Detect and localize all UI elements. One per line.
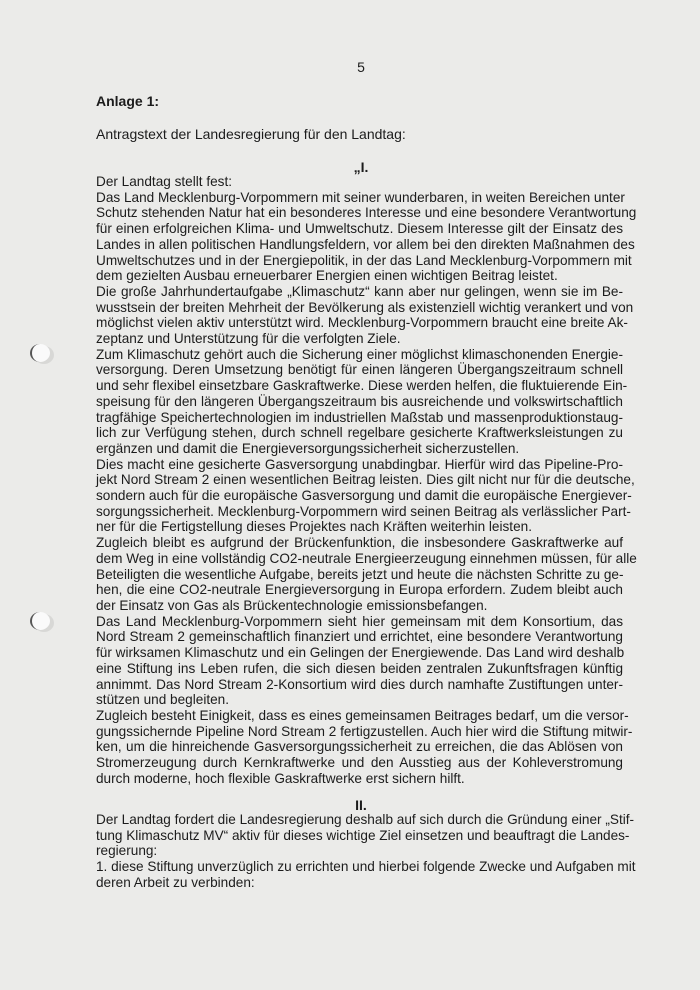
text-line: und sehr flexibel einsetzbare Gaskraftwerke. Diese werden helfen, die fluktuierende Ein- [96, 378, 628, 394]
text-line: dem gezielten Ausbau erneuerbarer Energien einen wichtigen Beitrag leistet. [96, 268, 558, 284]
text-line: für wirksamen Klimaschutz und ein Gelingen der Energiewende. Das Land wird deshalb [96, 645, 625, 661]
text-line: tung Klimaschutz MV“ aktiv für dieses wichtige Ziel einsetzen und beauftragt die Landes- [96, 827, 630, 843]
text-line: hen, die eine CO2-neutrale Energieversorgung in Europa erfordern. Zudem bleibt auch [96, 582, 623, 598]
text-line: regierung: [96, 843, 158, 859]
text-line: möglichst vielen aktiv unterstützt wird. Mecklenburg-Vorpommern braucht eine breite Ak- [96, 315, 628, 331]
text-line: Landes in allen politischen Handlungsfeldern, vor allem bei den direkten Maßnahmen des [96, 236, 635, 252]
text-line: lich zur Verfügung stehen, durch schnell regelbare gesicherte Kraftwerksleistungen zu [96, 425, 623, 441]
paragraph-6 [96, 614, 623, 708]
text-line: sondern auch für die europäische Gasversorgung und damit die europäische Energiever- [96, 488, 632, 504]
punch-hole-mark [30, 344, 50, 362]
paragraph-7 [96, 707, 633, 787]
paragraph-4 [96, 456, 635, 536]
text-line: dem Weg in eine vollständig CO2-neutrale Energieerzeugung einnehmen müssen, für alle [96, 550, 637, 566]
paragraph-1 [96, 189, 637, 284]
text-line: annimmt. Das Nord Stream 2-Konsortium wird dies durch namhafte Zustiftungen unter- [96, 676, 623, 692]
text-line: Umweltschutzes und in der Energiepolitik, in der das Land Mecklenburg-Vorpommern mit [96, 252, 632, 268]
text-line: Die große Jahrhundertaufgabe „Klimaschutz“ kann aber nur gelingen, wenn sie im Be- [96, 283, 623, 299]
punch-hole-mark [30, 612, 50, 630]
section-1-intro: Der Landtag stellt fest: [96, 174, 233, 189]
text-line: Beteiligten die wesentliche Aufgabe, bereits jetzt und heute die nächsten Schritte zu ge- [96, 566, 624, 582]
text-line: deren Arbeit zu verbinden: [96, 874, 255, 890]
text-line: eine Stiftung ins Leben rufen, die sich diesen beiden zentralen Zukunftsfragen künftig [96, 660, 623, 676]
text-line: der Einsatz von Gas als Brückentechnologie emissionsbefangen. [96, 597, 488, 613]
text-line: Das Land Mecklenburg-Vorpommern sieht hier gemeinsam mit dem Konsortium, das [96, 613, 623, 629]
text-line: durch moderne, hoch flexible Gaskraftwerke erst sichern hilft. [96, 770, 465, 786]
text-line: wusstsein der breiten Mehrheit der Bevölkerung als existenziell wichtig verankert und von [96, 299, 634, 315]
text-line: Nord Stream 2 gemeinschaftlich finanziert und errichtet, eine besondere Verantwortung [96, 629, 623, 645]
paragraph-3 [96, 346, 628, 457]
text-line: zeptanz und Unterstützung für die verfolgten Ziele. [96, 331, 401, 347]
text-line: stützen und begleiten. [96, 692, 230, 708]
text-line: Stromerzeugung durch Kernkraftwerke und den Ausstieg aus der Kohleverstromung [96, 755, 623, 771]
section-heading-2: II. [355, 797, 367, 813]
text-line: Dies macht eine gesicherte Gasversorgung unabdingbar. Hierfür wird das Pipeline-Pro- [96, 456, 623, 472]
text-line: speisung für den längeren Übergangszeitraum bis ausreichende und volkswirtschaftlich [96, 393, 623, 409]
text-line: Der Landtag fordert die Landesregierung deshalb auf sich durch die Gründung einer „Stif- [96, 812, 635, 827]
section-1-body [96, 174, 637, 786]
paragraph-5 [96, 535, 637, 614]
text-line: jekt Nord Stream 2 einen wesentlichen Beitrag leisten. Dies gilt nicht nur für die deutsche, [96, 472, 635, 488]
annex-title: Anlage 1: [96, 93, 160, 109]
text-line: Zum Klimaschutz gehört auch die Sicherung einer möglichst klimaschonenden Energie- [96, 346, 623, 362]
text-line: für einen erfolgreichen Klima- und Umweltschutz. Diesem Interesse gilt der Einsatz des [96, 221, 623, 237]
text-line: sorgungssicherheit. Mecklenburg-Vorpommern wird seinen Beitrag als verlässlicher Part- [96, 503, 631, 519]
section-2-paragraph-1 [96, 812, 635, 859]
section-2-body [96, 812, 636, 891]
text-line: Zugleich besteht Einigkeit, dass es eines gemeinsamen Beitrages bedarf, um die versor- [96, 707, 629, 723]
text-line: ergänzen und damit die Energieversorgungssicherheit sicherzustellen. [96, 440, 520, 456]
text-line: tragfähige Speichertechnologien im industriellen Maßstab und massenproduktionstaug- [96, 409, 623, 425]
text-line: Das Land Mecklenburg-Vorpommern mit seiner wunderbaren, in weiten Bereichen unter [96, 189, 625, 205]
paragraph-2 [96, 283, 634, 347]
text-line: gungssichernde Pipeline Nord Stream 2 fertigzustellen. Auch hier wird die Stiftung mitwir- [96, 723, 633, 739]
section-heading-1: „I. [353, 159, 369, 175]
text-line: versorgung. Deren Umsetzung benötigt für einen längeren Übergangszeitraum schnell [96, 362, 623, 378]
text-line: ken, um die hinreichende Gasversorgungssicherheit zu erreichen, die das Ablösen von [96, 739, 623, 755]
text-line: Schutz stehenden Natur hat ein besonderes Interesse und eine besondere Verantwortung [96, 205, 637, 221]
text-line: 1. diese Stiftung unverzüglich zu errichten und hierbei folgende Zwecke und Aufgaben mit [96, 859, 636, 875]
section-2-paragraph-2 [96, 859, 636, 890]
text-line: ner für die Fertigstellung dieses Projektes nach Kräften weiterhin leisten. [96, 519, 532, 535]
page-number: 5 [357, 59, 365, 75]
text-line: Zugleich bleibt es aufgrund der Brückenfunktion, die insbesondere Gaskraftwerke auf [96, 535, 623, 551]
document-subtitle: Antragstext der Landesregierung für den Landtag: [96, 126, 406, 142]
